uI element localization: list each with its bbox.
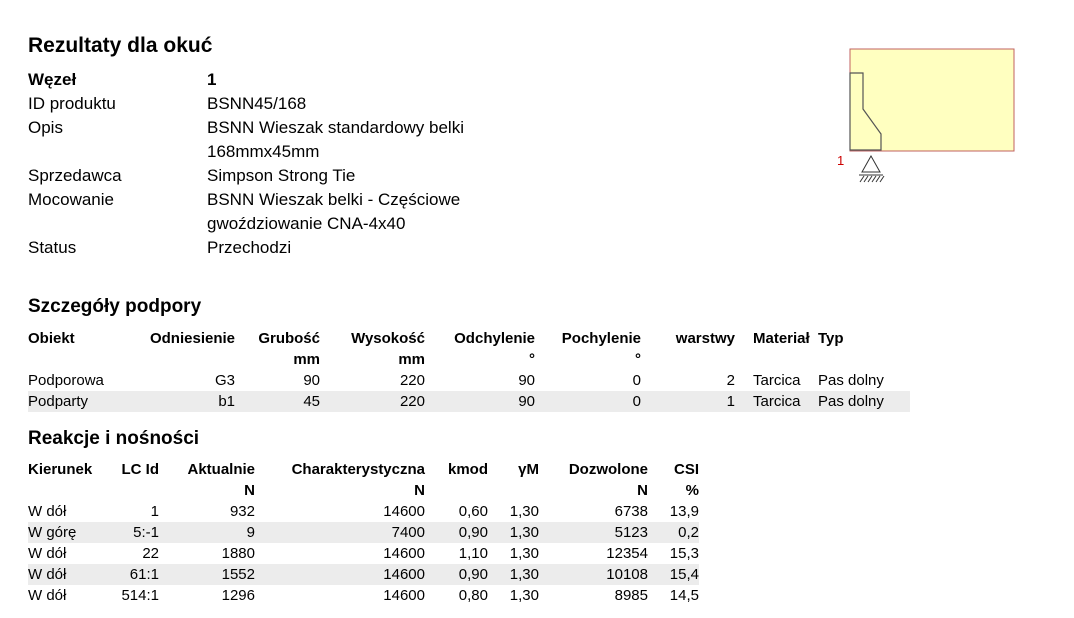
column-header: Typ — [818, 330, 844, 347]
info-row-node — [28, 68, 547, 92]
table-row — [28, 522, 699, 543]
column-unit: % — [685, 482, 699, 499]
table-cell: 14600 — [255, 564, 425, 585]
table-cell: 1,30 — [488, 564, 539, 585]
reactions-heading: Reakcje i nośności — [28, 428, 200, 449]
table-row — [28, 370, 910, 391]
table-cell: 0 — [632, 372, 641, 389]
table-cell: 0,2 — [648, 522, 699, 543]
column-header: Pochylenie — [561, 330, 641, 347]
table-header-row — [28, 328, 910, 349]
table-row — [28, 391, 910, 412]
table-cell: 14600 — [383, 545, 425, 562]
column-header: Grubość — [258, 330, 320, 347]
table-cell: 0 — [535, 391, 641, 412]
table-row — [28, 543, 699, 564]
table-cell: 7400 — [255, 522, 425, 543]
table-cell: 13,9 — [669, 503, 699, 520]
table-cell: Tarcica — [753, 372, 801, 389]
info-value: Przechodzi — [207, 238, 292, 257]
column-header: γM — [518, 461, 539, 478]
table-cell: 6738 — [614, 503, 648, 520]
table-cell: 220 — [320, 391, 425, 412]
column-unit — [102, 480, 159, 501]
table-row — [28, 501, 699, 522]
column-header: Obiekt — [28, 330, 75, 347]
info-row-product-id — [28, 92, 547, 116]
table-row — [28, 564, 699, 585]
info-row-description — [28, 116, 547, 164]
info-value: BSNN Wieszak belki - Częściowe gwoździowanie CNA-4x40 — [207, 190, 461, 233]
column-unit: ° — [635, 351, 641, 368]
column-header: kmod — [447, 461, 488, 478]
column-unit: mm — [398, 351, 425, 368]
hanger-diagram — [836, 46, 1016, 191]
info-key: Sprzedawca — [28, 166, 122, 185]
table-cell: 10108 — [539, 564, 648, 585]
column-unit: mm — [293, 351, 320, 368]
info-value: Simpson Strong Tie — [207, 166, 356, 185]
table-cell: 14,5 — [669, 587, 699, 604]
column-header: Odchylenie — [454, 330, 535, 347]
table-cell: 1880 — [221, 545, 255, 562]
table-cell: Podparty — [28, 391, 126, 412]
column-unit — [126, 349, 235, 370]
column-unit — [641, 349, 735, 370]
table-cell: 1,30 — [488, 522, 539, 543]
table-units-row — [28, 480, 699, 501]
table-cell: Pas dolny — [818, 372, 884, 389]
table-cell: 90 — [425, 391, 535, 412]
info-row-fastening — [28, 188, 547, 236]
table-cell: 514:1 — [121, 587, 159, 604]
table-cell: W górę — [28, 522, 102, 543]
info-value: BSNN Wieszak standardowy belki 168mmx45mm — [207, 118, 464, 161]
table-cell: 14600 — [383, 503, 425, 520]
table-cell: 5123 — [539, 522, 648, 543]
column-unit — [425, 480, 488, 501]
column-unit — [488, 480, 539, 501]
table-header-row — [28, 459, 699, 480]
table-cell: 90 — [518, 372, 535, 389]
table-cell: 61:1 — [102, 564, 159, 585]
table-cell: Pas dolny — [818, 391, 910, 412]
table-cell: 1,30 — [509, 545, 539, 562]
column-header: Aktualnie — [187, 461, 255, 478]
column-unit — [28, 349, 126, 370]
info-value: 1 — [207, 70, 217, 89]
info-row-vendor — [28, 164, 547, 188]
column-header: warstwy — [675, 330, 735, 347]
column-header: Materiał — [753, 330, 810, 347]
table-cell: b1 — [126, 391, 235, 412]
column-header: Odniesienie — [149, 330, 235, 347]
table-cell: Tarcica — [735, 391, 818, 412]
table-cell: 0,90 — [425, 564, 488, 585]
table-cell: W dół — [28, 564, 102, 585]
table-cell: 5:-1 — [102, 522, 159, 543]
fitting-info — [28, 68, 547, 260]
column-header: LC Id — [121, 461, 159, 478]
table-cell: 15,3 — [669, 545, 699, 562]
table-cell: 22 — [142, 545, 159, 562]
table-cell: 1552 — [159, 564, 255, 585]
table-cell: 1 — [150, 503, 159, 520]
table-cell: 45 — [235, 391, 320, 412]
table-cell: 2 — [726, 372, 735, 389]
column-unit: N — [244, 482, 255, 499]
table-cell: W dół — [28, 587, 67, 604]
table-cell: 1,10 — [458, 545, 488, 562]
table-cell: 12354 — [606, 545, 648, 562]
table-cell: 8985 — [614, 587, 648, 604]
info-key: Węzeł — [28, 70, 77, 89]
column-unit — [735, 349, 818, 370]
page-title: Rezultaty dla okuć — [28, 34, 213, 57]
table-cell: 15,4 — [648, 564, 699, 585]
table-cell: 220 — [399, 372, 425, 389]
table-cell: 0,80 — [458, 587, 488, 604]
column-header: Wysokość — [351, 330, 425, 347]
table-cell: 1 — [641, 391, 735, 412]
info-key: Opis — [28, 118, 63, 137]
column-unit — [818, 349, 910, 370]
info-key: Status — [28, 238, 77, 257]
table-cell: 1,30 — [509, 587, 539, 604]
node-label: 1 — [837, 153, 845, 168]
table-cell: 0,60 — [458, 503, 488, 520]
column-unit: N — [414, 482, 425, 499]
reactions-table — [28, 459, 699, 606]
table-cell: 14600 — [383, 587, 425, 604]
support-details-heading: Szczegóły podpory — [28, 296, 202, 317]
info-key: Mocowanie — [28, 190, 114, 209]
column-header: Dozwolone — [568, 461, 648, 478]
table-cell: 1296 — [221, 587, 255, 604]
table-cell: 0,90 — [425, 522, 488, 543]
table-units-row — [28, 349, 910, 370]
support-details-table — [28, 328, 910, 412]
table-cell: Podporowa — [28, 372, 104, 389]
info-value: BSNN45/168 — [207, 94, 307, 113]
info-key: ID produktu — [28, 94, 116, 113]
table-cell: 932 — [229, 503, 255, 520]
column-header: Charakterystyczna — [291, 461, 425, 478]
column-header: Kierunek — [28, 461, 93, 478]
table-row — [28, 585, 699, 606]
column-header: CSI — [673, 461, 699, 478]
table-cell: 90 — [303, 372, 320, 389]
pin-support-icon — [859, 156, 884, 182]
table-cell: W dół — [28, 545, 67, 562]
table-cell: 9 — [159, 522, 255, 543]
column-unit — [28, 480, 102, 501]
table-cell: G3 — [214, 372, 235, 389]
info-row-status — [28, 236, 547, 260]
table-cell: 1,30 — [509, 503, 539, 520]
table-cell: W dół — [28, 503, 67, 520]
column-unit: ° — [529, 351, 535, 368]
column-unit: N — [637, 482, 648, 499]
